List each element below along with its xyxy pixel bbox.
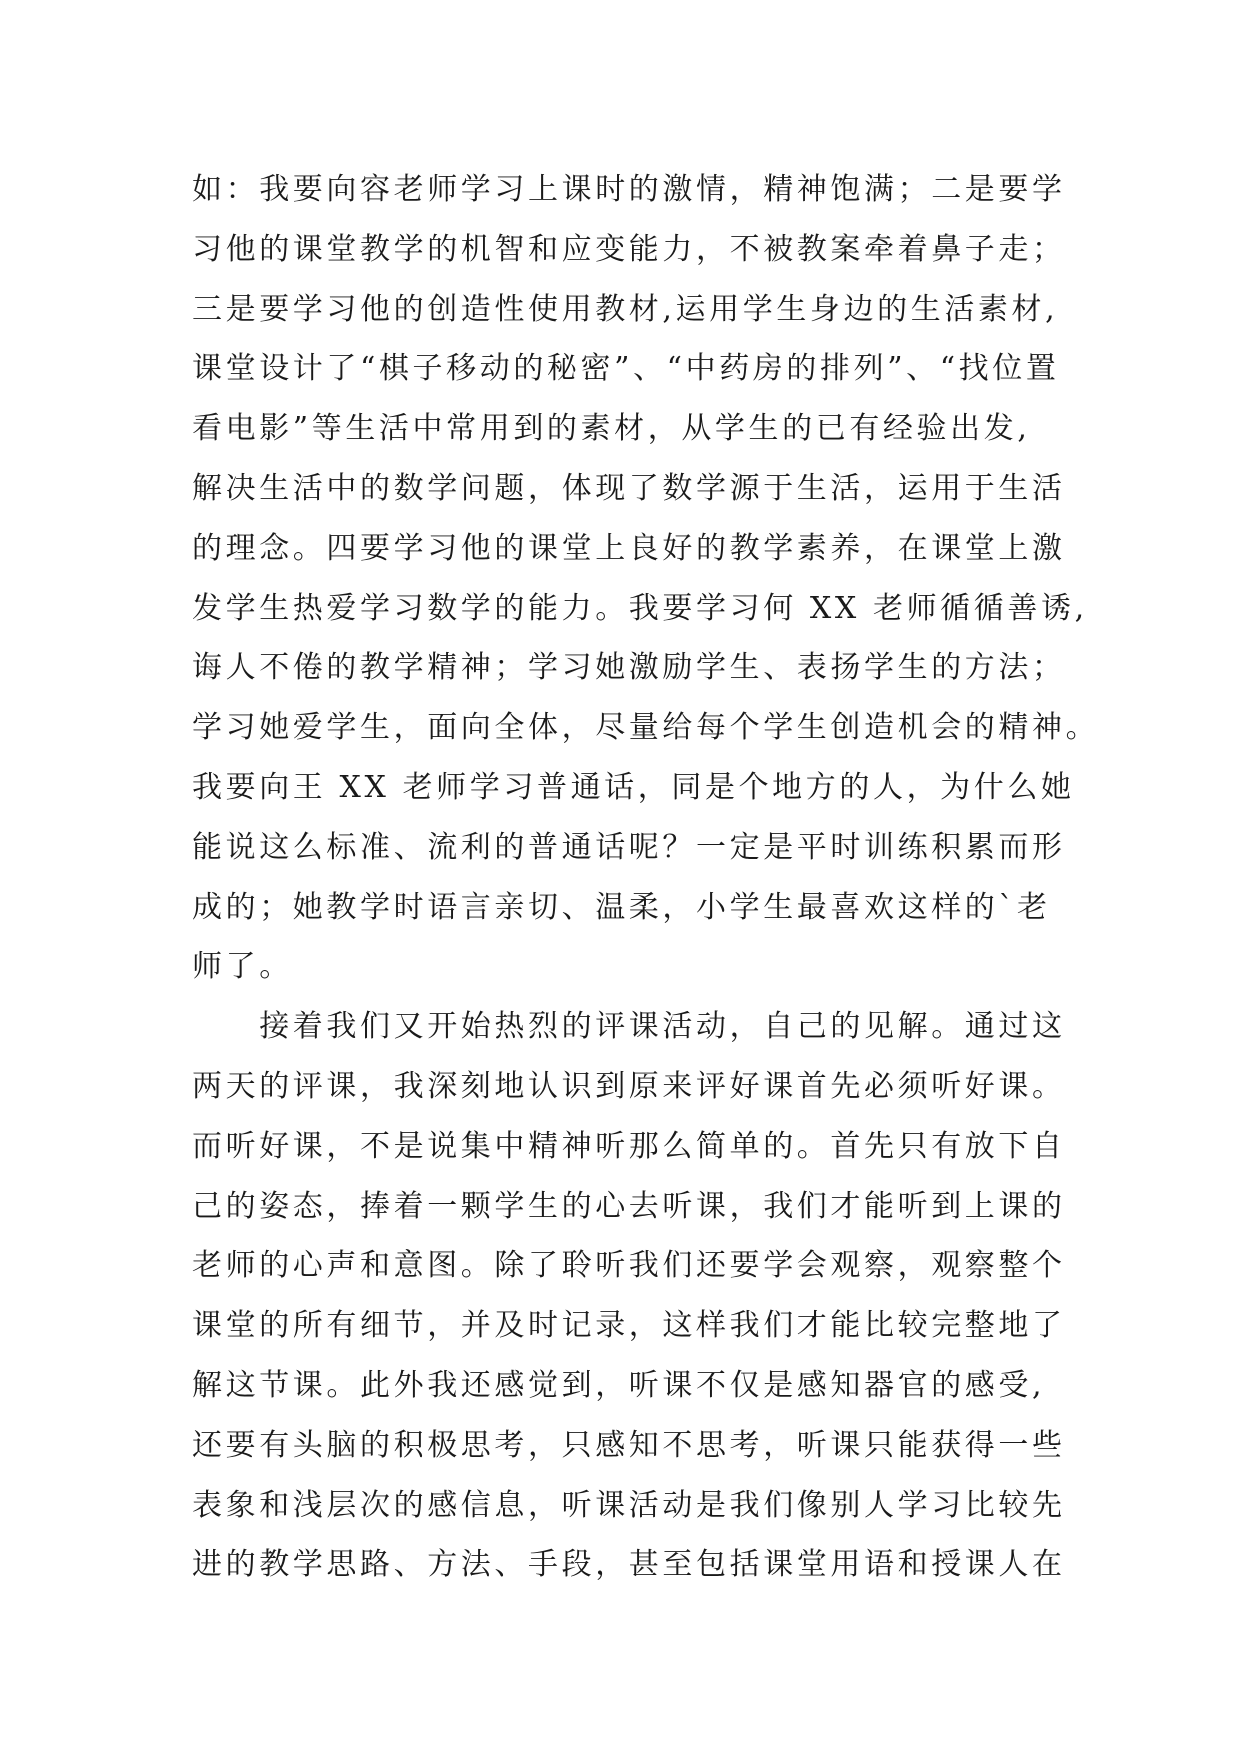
text-line: 解决生活中的数学问题，体现了数学源于生活，运用于生活 [192,470,1066,506]
text-line: 能说这么标准、流利的普通话呢？一定是平时训练积累而形 [192,829,1066,865]
text-line: 发学生热爱学习数学的能力。我要学习何 XX 老师循循善诱, [192,590,1088,626]
text-line: 表象和浅层次的感信息，听课活动是我们像别人学习比较先 [192,1487,1066,1523]
text-line: 进的教学思路、方法、手段，甚至包括课堂用语和授课人在 [192,1547,1066,1583]
text-line: 我要向王 XX 老师学习普通话，同是个地方的人，为什么她 [192,769,1075,805]
body-text [192,160,1100,1595]
text-line: 接着我们又开始热烈的评课活动，自己的见解。通过这 [192,1009,1066,1045]
text-line: 诲人不倦的教学精神；学习她激励学生、表扬学生的方法； [192,650,1066,686]
text-line: 两天的评课，我深刻地认识到原来评好课首先必须听好课。 [192,1068,1066,1104]
text-line: 三是要学习他的创造性使用教材,运用学生身边的生活素材, [192,291,1059,327]
text-line: 课堂设计了“棋子移动的秘密”、“中药房的排列”、“找位置 [192,351,1060,387]
text-line: 看电影”等生活中常用到的素材，从学生的已有经验出发, [192,411,1031,447]
text-line: 老师的心声和意图。除了聆听我们还要学会观察，观察整个 [192,1248,1066,1284]
text-line: 还要有头脑的积极思考，只感知不思考，听课只能获得一些 [192,1427,1066,1463]
text-line: 课堂的所有细节，并及时记录，这样我们才能比较完整地了 [192,1308,1066,1344]
text-line: 己的姿态，捧着一颗学生的心去听课，我们才能听到上课的 [192,1188,1066,1224]
paragraph-1 [192,160,1100,997]
text-line: 的理念。四要学习他的课堂上良好的教学素养，在课堂上激 [192,530,1066,566]
text-line: 习他的课堂教学的机智和应变能力，不被教案牵着鼻子走； [192,231,1066,267]
text-line: 而听好课，不是说集中精神听那么简单的。首先只有放下自 [192,1128,1066,1164]
text-line: 学习她爱学生，面向全体，尽量给每个学生创造机会的精神。 [192,710,1100,746]
text-line: 解这节课。此外我还感觉到，听课不仅是感知器官的感受, [192,1367,1046,1403]
text-line: 成的；她教学时语言亲切、温柔，小学生最喜欢这样的`老 [192,889,1051,925]
text-line: 如：我要向容老师学习上课时的激情，精神饱满；二是要学 [192,172,1066,207]
text-line: 师了。 [192,949,293,985]
paragraph-2 [192,997,1092,1595]
